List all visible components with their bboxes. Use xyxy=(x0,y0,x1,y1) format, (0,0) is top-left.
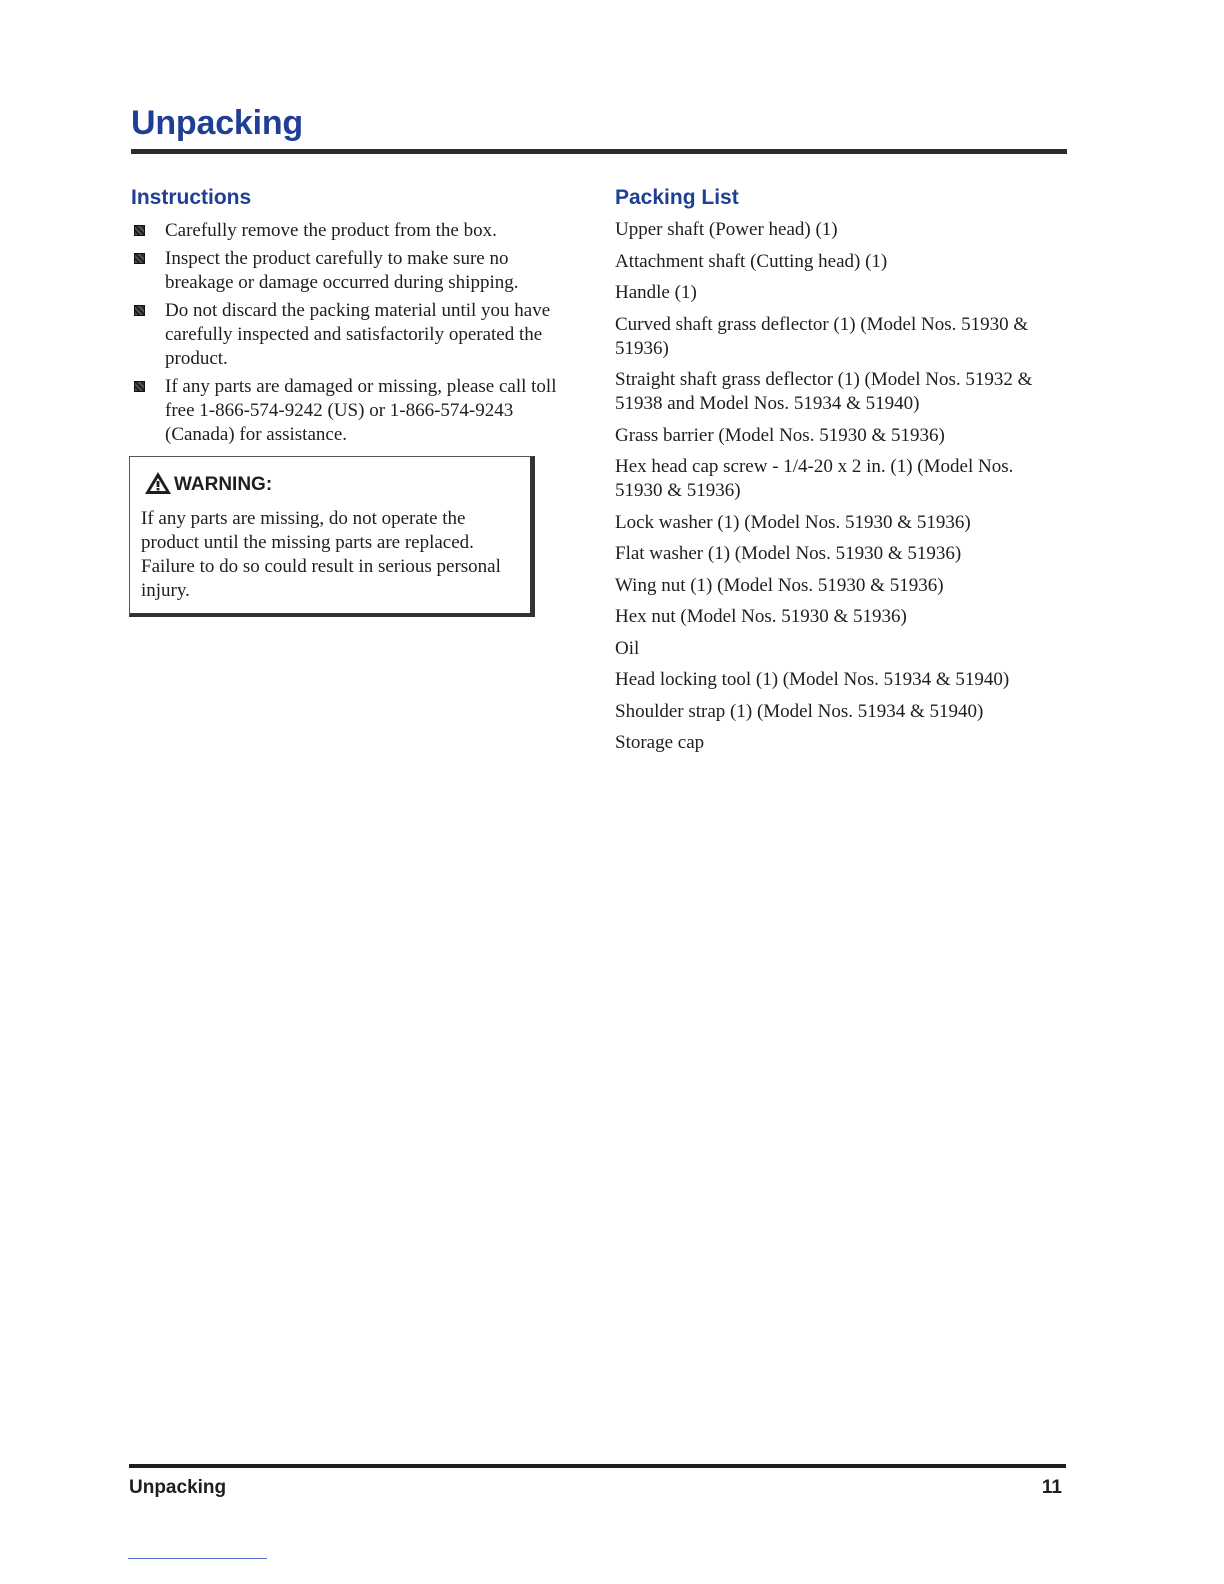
packing-list-item: Wing nut (1) (Model Nos. 51930 & 51936) xyxy=(615,574,944,596)
packing-list-item: Curved shaft grass deflector (1) (Model Nos. 51930 & 51936) xyxy=(615,313,1029,359)
square-bullet-icon xyxy=(134,381,145,392)
packing-list-item: Hex head cap screw - 1/4-20 x 2 in. (1) (Model Nos. 51930 & 51936) xyxy=(615,456,1014,501)
warning-box xyxy=(129,456,535,617)
packing-list-item: Straight shaft grass deflector (1) (Model Nos. 51932 & 51938 and Model Nos. 51934 & 51940) xyxy=(615,369,1033,414)
packing-list-item: Oil xyxy=(615,637,640,659)
title-divider xyxy=(131,149,1067,154)
instruction-item xyxy=(131,375,571,447)
warning-triangle-icon xyxy=(144,471,172,495)
packing-list-item: Storage cap xyxy=(615,732,705,753)
packing-list-item: Hex nut (Model Nos. 51930 & 51936) xyxy=(615,606,907,627)
instruction-text: If any parts are damaged or missing, please call toll free 1-866-574-9242 (US) or 1-866-574-9243 (Canada) for assistance. xyxy=(165,376,557,445)
packing-list-item: Grass barrier (Model Nos. 51930 & 51936) xyxy=(615,424,945,446)
page-title: Unpacking xyxy=(131,104,304,142)
instruction-text: Carefully remove the product from the box. xyxy=(165,220,497,241)
square-bullet-icon xyxy=(134,253,145,264)
instruction-item xyxy=(131,299,571,371)
square-bullet-icon xyxy=(134,305,145,316)
warning-label: WARNING: xyxy=(174,474,273,495)
warning-text: If any parts are missing, do not operate the product until the missing parts are replaced. Failure to do so could result in serious personal injury. xyxy=(141,508,501,601)
scan-edge-line xyxy=(128,1558,267,1559)
instruction-item xyxy=(131,219,571,243)
instruction-text: Do not discard the packing material until you have carefully inspected and satisfactorily operated the product. xyxy=(165,300,551,369)
instructions-heading: Instructions xyxy=(131,186,252,209)
packing-list-item: Flat washer (1) (Model Nos. 51930 & 51936) xyxy=(615,543,962,564)
instruction-text: Inspect the product carefully to make sure no breakage or damage occurred during shipping. xyxy=(165,248,519,293)
packing-list-heading: Packing List xyxy=(615,186,739,209)
packing-list-item: Upper shaft (Power head) (1) xyxy=(615,219,838,240)
warning-header xyxy=(144,471,272,495)
packing-list-item: Shoulder strap (1) (Model Nos. 51934 & 51940) xyxy=(615,700,984,722)
footer-section-label: Unpacking xyxy=(129,1477,227,1498)
packing-list xyxy=(615,218,1065,763)
packing-list-item: Head locking tool (1) (Model Nos. 51934 & 51940) xyxy=(615,669,1010,690)
page-number: 11 xyxy=(1041,1477,1062,1498)
instruction-item xyxy=(131,247,571,295)
packing-list-item: Lock washer (1) (Model Nos. 51930 & 51936) xyxy=(615,511,971,533)
instructions-list xyxy=(131,219,571,451)
packing-list-item: Handle (1) xyxy=(615,282,697,303)
square-bullet-icon xyxy=(134,225,145,236)
footer-divider xyxy=(129,1464,1066,1468)
packing-list-item: Attachment shaft (Cutting head) (1) xyxy=(615,250,888,272)
